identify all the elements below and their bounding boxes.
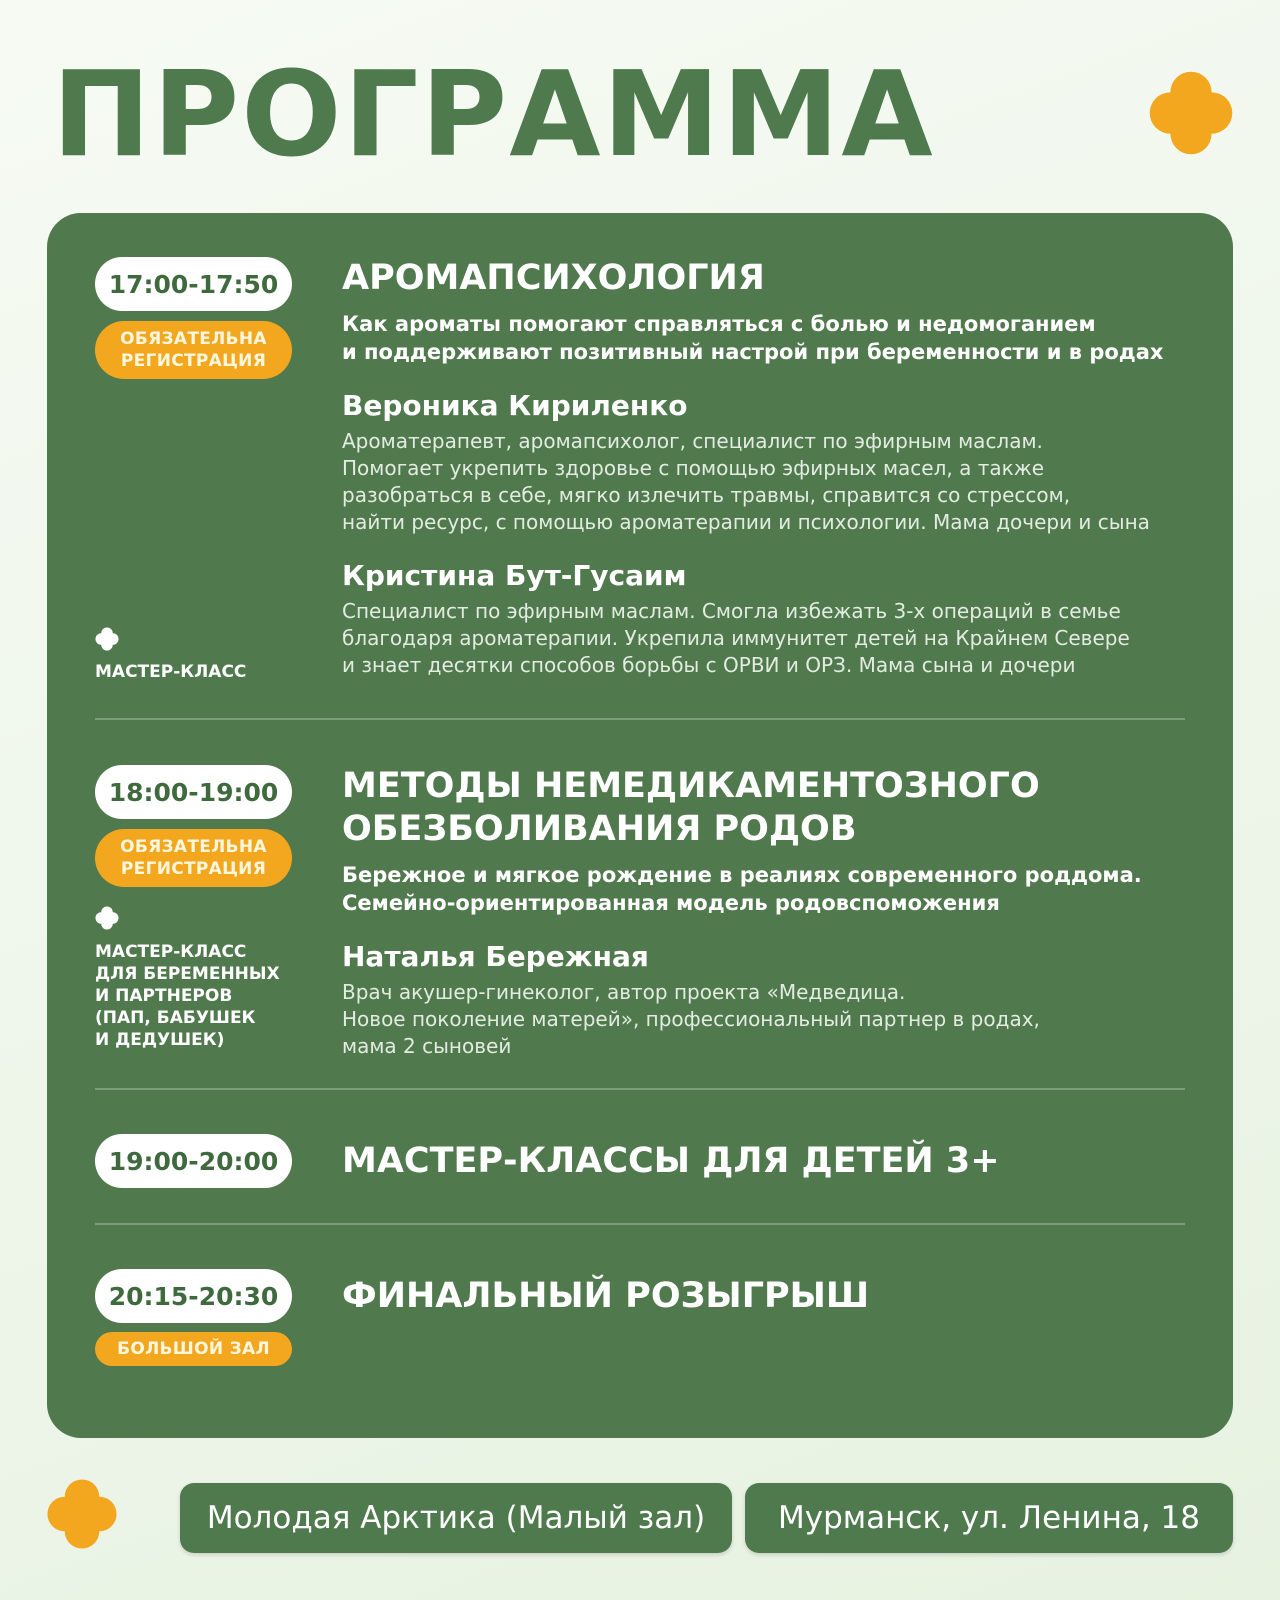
speaker-bio: Специалист по эфирным маслам. Смогла избежать 3-х операций в семье благодаря ароматерапии. Укрепила иммунитет детей на Крайнем Севере и знает десятки способов борьбы с ОРВИ и ОРЗ. Мама сына и дочери xyxy=(342,599,1130,677)
session-final-draw xyxy=(95,1269,1185,1379)
time-pill: 17:00-17:50 xyxy=(95,257,292,311)
speaker-bio: Ароматерапевт, аромапсихолог, специалист по эфирным маслам. Помогает укрепить здоровье с помощью эфирных масел, а также разобраться в себе, мягко излечить травмы, справится со стрессом, найти ресурс, с помощью ароматерапии и психологии. Мама дочери и сына xyxy=(342,429,1150,534)
address-label: Мурманск, ул. Ленина, 18 xyxy=(745,1483,1233,1553)
session-title: ФИНАЛЬНЫЙ РОЗЫГРЫШ xyxy=(342,1276,870,1316)
session-content xyxy=(342,1275,1202,1318)
session-aromapsychology xyxy=(95,257,1185,707)
session-type-label: МАСТЕР-КЛАСС ДЛЯ БЕРЕМЕННЫХ И ПАРТНЕРОВ (ПАП, БАБУШЕК И ДЕДУШЕК) xyxy=(95,942,280,1050)
time-pill: 20:15-20:30 xyxy=(95,1269,292,1323)
session-subtitle: Как ароматы помогают справляться с болью и недомоганием и поддерживают позитивный настрой при беременности и в родах xyxy=(342,312,1164,364)
hall-badge: БОЛЬШОЙ ЗАЛ xyxy=(95,1332,292,1366)
divider xyxy=(95,718,1185,720)
clover-icon xyxy=(1148,70,1234,156)
clover-icon xyxy=(95,627,119,651)
time-pill: 18:00-19:00 xyxy=(95,765,292,819)
session-type-label: МАСТЕР-КЛАСС xyxy=(95,662,247,682)
session-kids-workshops xyxy=(95,1134,1185,1194)
program-card xyxy=(47,213,1233,1438)
session-title: МАСТЕР-КЛАССЫ ДЛЯ ДЕТЕЙ 3+ xyxy=(342,1141,1000,1181)
page-title: ПРОГРАММА xyxy=(52,45,935,183)
venue-label: Молодая Арктика (Малый зал) xyxy=(180,1483,732,1553)
speaker-name: Наталья Бережная xyxy=(342,940,649,973)
speaker-name: Кристина Бут-Гусаим xyxy=(342,559,687,592)
divider xyxy=(95,1223,1185,1225)
session-subtitle: Бережное и мягкое рождение в реалиях современного роддома. Семейно-ориентированная модель родовспоможения xyxy=(342,863,1142,915)
divider xyxy=(95,1088,1185,1090)
registration-badge: ОБЯЗАТЕЛЬНА РЕГИСТРАЦИЯ xyxy=(95,829,292,887)
registration-badge: ОБЯЗАТЕЛЬНА РЕГИСТРАЦИЯ xyxy=(95,321,292,379)
session-content xyxy=(342,765,1202,1060)
clover-icon xyxy=(46,1478,118,1550)
clover-icon xyxy=(95,906,119,930)
time-pill: 19:00-20:00 xyxy=(95,1134,292,1188)
speaker-bio: Врач акушер-гинеколог, автор проекта «Медведица. Новое поколение матерей», профессиональный партнер в родах, мама 2 сыновей xyxy=(342,980,1040,1058)
speaker-name: Вероника Кириленко xyxy=(342,389,688,422)
session-content xyxy=(342,257,1202,679)
session-pain-relief xyxy=(95,765,1185,1065)
session-title: МЕТОДЫ НЕМЕДИКАМЕНТОЗНОГО ОБЕЗБОЛИВАНИЯ РОДОВ xyxy=(342,766,1040,849)
session-content xyxy=(342,1140,1202,1183)
session-title: АРОМАПСИХОЛОГИЯ xyxy=(342,258,765,298)
